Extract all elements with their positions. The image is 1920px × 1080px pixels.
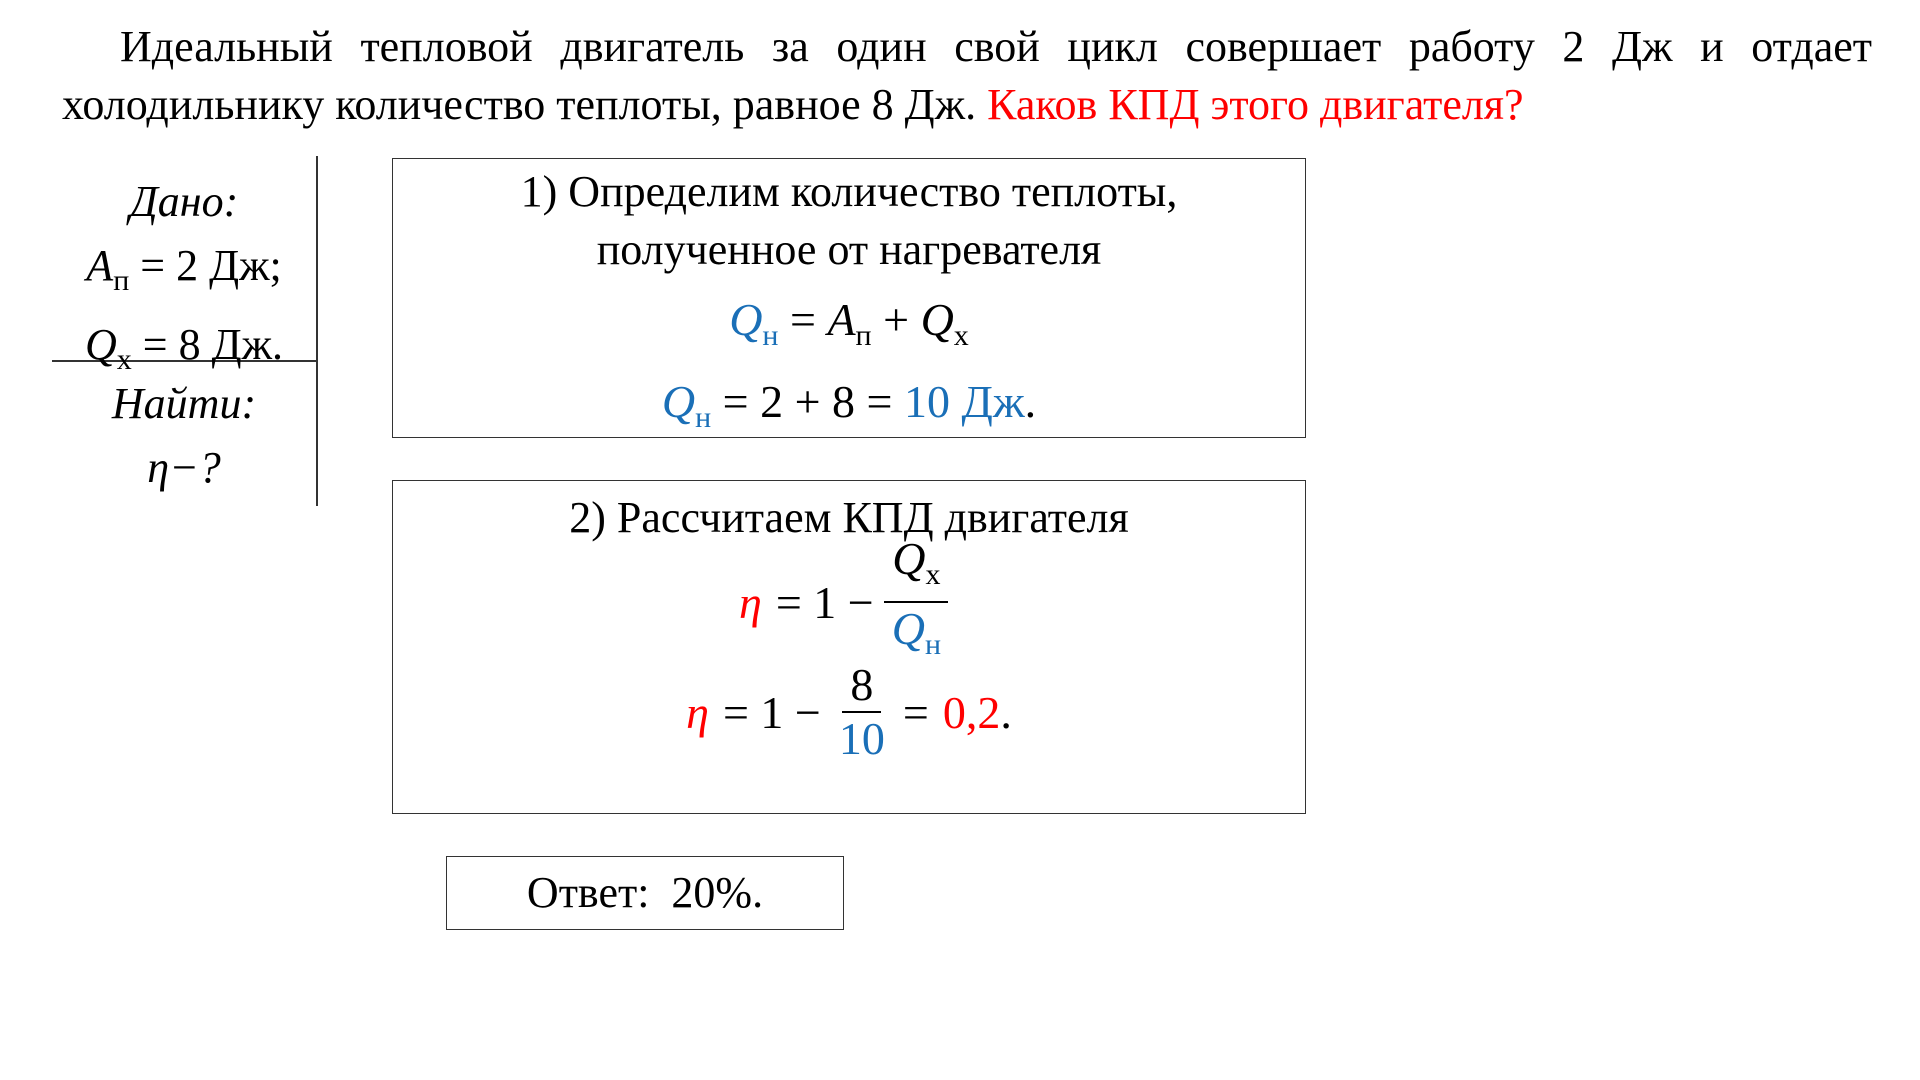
period: . bbox=[1000, 686, 1012, 738]
heat-cold-value: = 8 Дж. bbox=[142, 320, 283, 369]
problem-statement bbox=[62, 18, 1872, 134]
heat-cold-subscript: х bbox=[116, 343, 132, 376]
step2-box bbox=[392, 480, 1306, 814]
step1-heading-line2: полученное от нагревателя bbox=[596, 225, 1102, 274]
period: . bbox=[1024, 376, 1037, 427]
work-value: = 2 Дж; bbox=[140, 241, 282, 290]
heat-hot-subscript: н bbox=[762, 319, 779, 352]
work-subscript: п bbox=[113, 264, 130, 297]
heat-cold-symbol: Q bbox=[892, 533, 926, 584]
step1-formula-2 bbox=[393, 369, 1305, 451]
step2-formula-1 bbox=[393, 533, 1305, 661]
problem-line-2: холодильнику количество теплоты, равное 8 Дж. bbox=[62, 80, 977, 129]
fraction-numeric bbox=[831, 659, 893, 765]
given-section bbox=[52, 170, 316, 392]
problem-question: Каков КПД этого двигателя? bbox=[987, 80, 1524, 129]
find-section bbox=[52, 372, 316, 500]
heat-hot-subscript: н bbox=[695, 401, 712, 434]
problem-line-1: Идеальный тепловой двигатель за один свой цикл совершает работу 2 Дж и отдает bbox=[120, 22, 1872, 71]
answer-box bbox=[446, 856, 844, 930]
work-subscript: п bbox=[855, 319, 872, 352]
heat-cold-symbol: Q bbox=[920, 294, 954, 345]
heat-cold-subscript: х bbox=[953, 319, 969, 352]
heat-hot-symbol: Q bbox=[661, 376, 696, 427]
fraction-numerator bbox=[884, 533, 948, 603]
heat-cold-subscript: х bbox=[925, 558, 941, 591]
given-title: Дано: bbox=[129, 177, 239, 226]
step2-heading: 2) Рассчитаем КПД двигателя bbox=[569, 493, 1129, 542]
fraction-denominator: 10 bbox=[838, 713, 885, 764]
heat-hot-symbol: Q bbox=[729, 294, 763, 345]
heat-hot-result: 10 Дж bbox=[903, 376, 1025, 427]
work-symbol: A bbox=[86, 241, 114, 290]
given-divider-vertical bbox=[316, 156, 318, 506]
step1-formula-1 bbox=[393, 287, 1305, 369]
heat-cold-symbol: Q bbox=[84, 320, 117, 369]
efficiency-symbol: η bbox=[738, 576, 762, 628]
given-work bbox=[52, 234, 316, 313]
efficiency-result: 0,2 bbox=[942, 686, 1001, 738]
sum-expression: = 2 + 8 = bbox=[722, 376, 893, 427]
one-minus: = 1 − bbox=[722, 686, 821, 738]
find-target: η−? bbox=[147, 443, 221, 492]
answer-text: Ответ: 20%. bbox=[526, 868, 764, 917]
one-minus: = 1 − bbox=[775, 576, 874, 628]
find-title: Найти: bbox=[111, 379, 257, 428]
plus-sign: + bbox=[883, 294, 910, 345]
fraction-denominator bbox=[884, 603, 949, 671]
fraction-symbolic bbox=[884, 533, 949, 671]
heat-hot-symbol: Q bbox=[891, 603, 925, 654]
step2-formula-2 bbox=[393, 657, 1305, 767]
work-symbol: A bbox=[827, 294, 856, 345]
step1-box bbox=[392, 158, 1306, 438]
heat-hot-subscript: н bbox=[924, 628, 941, 661]
equals-sign: = bbox=[789, 294, 816, 345]
fraction-numerator: 8 bbox=[842, 659, 881, 713]
efficiency-symbol: η bbox=[686, 686, 709, 738]
equals-sign: = bbox=[902, 686, 929, 738]
step1-heading-line1: 1) Определим количество теплоты, bbox=[520, 167, 1178, 216]
